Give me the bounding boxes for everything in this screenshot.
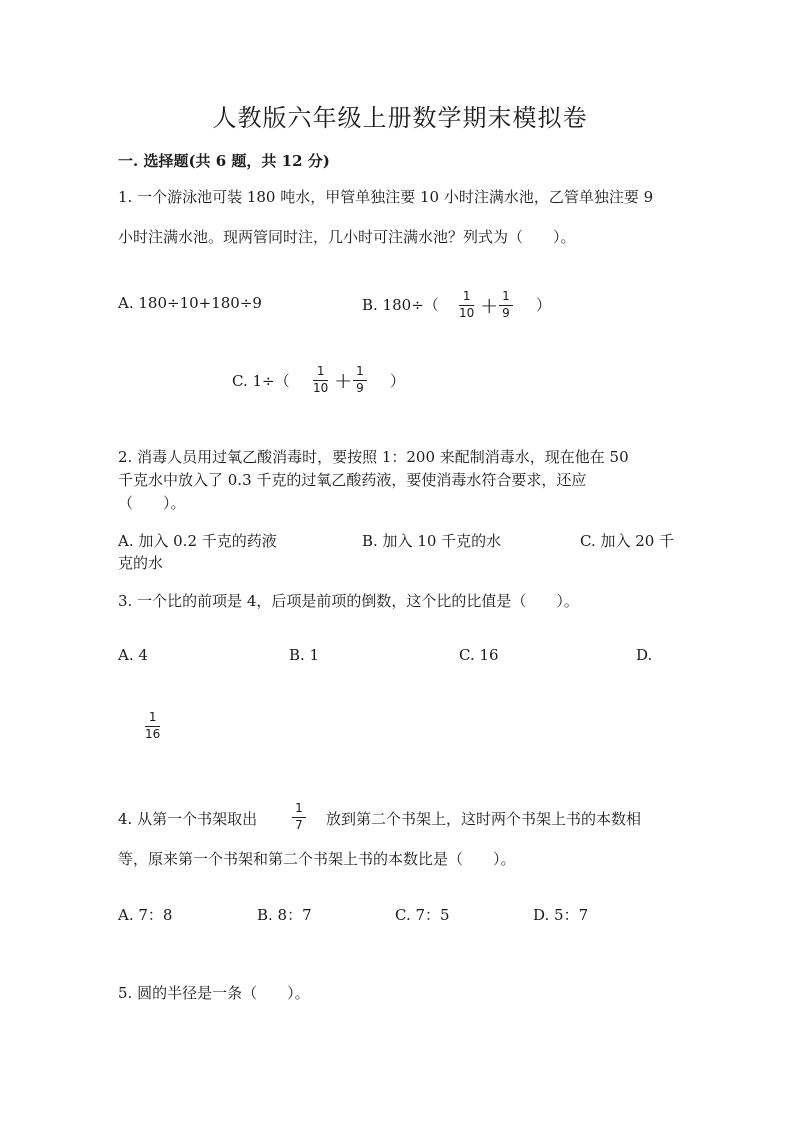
q4-line2: 等，原来第一个书架和第二个书架上书的本数比是（ ）。	[118, 850, 516, 868]
q1-option-c-suffix: ）	[390, 372, 406, 390]
q2-option-b: B. 加入 10 千克的水	[362, 532, 502, 550]
denominator: 9	[502, 306, 510, 320]
q4-option-b: B. 8：7	[257, 906, 312, 924]
q4-fraction	[292, 802, 306, 832]
numerator: 1	[316, 364, 325, 378]
q1-line1: 1. 一个游泳池可装 180 吨水，甲管单独注要 10 小时注满水池，乙管单独注要 9	[118, 188, 654, 206]
denominator: 10	[313, 381, 329, 395]
section-heading: 一. 选择题(共 6 题，共 12 分)	[118, 152, 330, 170]
denominator: 7	[295, 818, 303, 832]
numerator: 1	[148, 710, 157, 724]
q3-option-d: D.	[636, 646, 653, 664]
q4-option-d: D. 5：7	[533, 906, 589, 924]
q4-option-a: A. 7：8	[118, 906, 173, 924]
plus-sign: +	[334, 369, 353, 394]
page-title: 人教版六年级上册数学期末模拟卷	[212, 104, 588, 132]
denominator: 16	[145, 727, 161, 741]
numerator: 1	[462, 289, 471, 303]
denominator: 10	[459, 306, 475, 320]
q2-option-c-line1: C. 加入 20 千	[580, 532, 675, 550]
q4-line1-prefix: 4. 从第一个书架取出	[118, 810, 258, 828]
q1-option-c-fraction-2	[353, 365, 367, 395]
q1-option-c-prefix: C. 1÷（	[232, 372, 290, 390]
q3-option-c: C. 16	[459, 646, 499, 664]
q1-line2: 小时注满水池。现两管同时注，几小时可注满水池？列式为（ ）。	[118, 228, 576, 246]
q2-line2: 千克水中放入了 0.3 千克的过氧乙酸药液，要使消毒水符合要求，还应	[118, 471, 587, 489]
q1-option-b-fraction-2	[499, 290, 513, 320]
q1-option-b-fraction-1	[459, 290, 474, 320]
q3-line1: 3. 一个比的前项是 4，后项是前项的倒数，这个比的比值是（ ）。	[118, 592, 579, 610]
numerator: 1	[295, 801, 303, 815]
q3-option-b: B. 1	[289, 646, 320, 664]
q1-option-b-prefix: B. 180÷（	[362, 296, 439, 314]
q2-line1: 2. 消毒人员用过氧乙酸消毒时，要按照 1：200 来配制消毒水，现在他在 50	[118, 448, 629, 466]
q4-option-c: C. 7：5	[395, 906, 450, 924]
q4-line1-suffix: 放到第二个书架上，这时两个书架上书的本数相	[326, 810, 642, 828]
q1-option-c-fraction-1	[313, 365, 328, 395]
numerator: 1	[502, 289, 510, 303]
q2-option-c-line2: 克的水	[118, 554, 164, 572]
plus-sign: +	[480, 294, 499, 319]
q1-option-a: A. 180÷10+180÷9	[118, 294, 262, 312]
denominator: 9	[356, 381, 364, 395]
q3-option-d-fraction	[145, 711, 160, 741]
q2-line3: （ ）。	[118, 494, 186, 512]
q5-line1: 5. 圆的半径是一条（ ）。	[118, 984, 310, 1002]
q1-option-b-suffix: ）	[536, 296, 552, 314]
q3-option-a: A. 4	[118, 646, 148, 664]
q2-option-a: A. 加入 0.2 千克的药液	[118, 532, 277, 550]
numerator: 1	[356, 364, 364, 378]
